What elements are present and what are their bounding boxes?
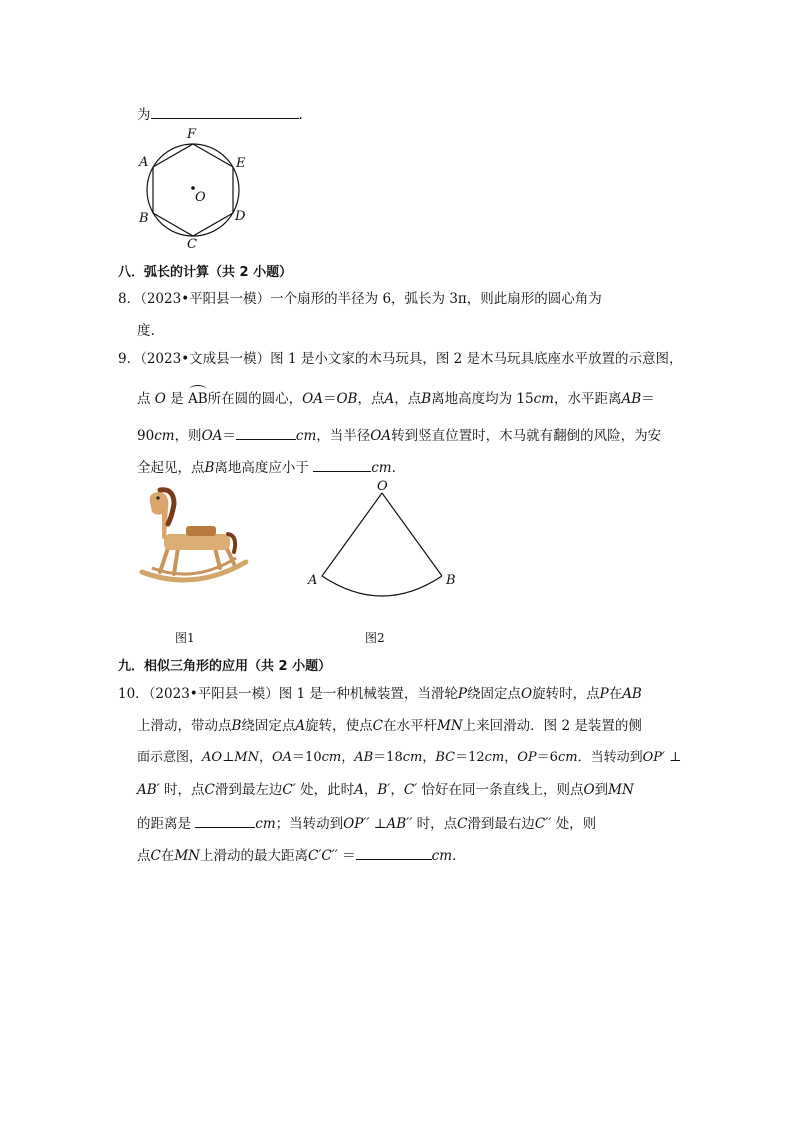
label-F: F	[187, 127, 197, 142]
label-C: C	[187, 237, 197, 250]
q9-line2: 点 O 是 AB所在圆的圆心，OA＝OB，点A，点B离地高度均为 15cm，水平距离AB＝	[137, 391, 655, 407]
figure1-caption: 图1	[175, 631, 195, 645]
radius-OA	[322, 493, 382, 576]
label-E: E	[236, 156, 246, 171]
radius-OB	[382, 493, 442, 576]
section-heading-9: 九．相似三角形的应用（共 2 小题）	[118, 659, 332, 674]
label-B: B	[139, 211, 149, 226]
q7-tail-line: 为 .	[137, 104, 303, 124]
hexagon-circle-figure	[135, 126, 255, 250]
rocking-horse-image	[138, 486, 250, 590]
hexagon-shape	[153, 144, 233, 236]
q10-line4: AB′ 时，点C滑到最左边C′ 处，此时A，B′，C′ 恰好在同一条直线上，则点O到MN	[137, 782, 634, 798]
label-A: A	[139, 155, 149, 170]
circle-shape	[147, 144, 239, 236]
q10-line3: 面示意图，AO⊥MN，OA＝10cm，AB＝18cm，BC＝12cm，OP＝6cm．当转动到OP′ ⊥	[137, 750, 682, 765]
q9-line4: 全起见，点B离地高度应小于 cm.	[137, 457, 396, 477]
answer-blank[interactable]	[151, 104, 299, 119]
q10-line2: 上滑动，带动点B绕固定点A旋转，使点C在水平杆MN上来回滑动．图 2 是装置的侧	[137, 718, 642, 734]
arc-AB: AB	[187, 391, 208, 407]
answer-blank-max-distance[interactable]	[356, 845, 432, 860]
figure2-caption: 图2	[365, 631, 385, 645]
q8-line2: 度.	[137, 323, 155, 339]
q9-line3: 90cm，则OA＝ cm，当半径OA转到竖直位置时，木马就有翻倒的风险，为安	[137, 425, 661, 445]
q8-line1: 8．（2023•平阳县一模）一个扇形的半径为 6，弧长为 3π，则此扇形的圆心角为	[118, 291, 602, 307]
label-A: A	[308, 573, 318, 588]
q9-line1: 9．（2023•文成县一模）图 1 是小文家的木马玩具，图 2 是木马玩具底座水平放置的示意图，	[118, 351, 683, 367]
arc-AB-shape	[322, 576, 442, 596]
answer-blank-height[interactable]	[313, 457, 371, 472]
label-D: D	[235, 209, 246, 224]
answer-blank-distance[interactable]	[195, 813, 255, 828]
label-O: O	[377, 479, 388, 494]
q10-line5: 的距离是 cm；当转动到OP′′ ⊥AB′′ 时，点C滑到最右边C′′ 处，则	[137, 813, 596, 833]
sector-figure	[300, 478, 470, 608]
label-O: O	[195, 190, 206, 205]
q10-line1: 10．（2023•平阳县一模）图 1 是一种机械装置，当滑轮P绕固定点O旋转时，点P在AB	[118, 686, 642, 702]
section-heading-8: 八．弧长的计算（共 2 小题）	[118, 265, 293, 280]
q10-line6: 点C在MN上滑动的最大距离C′C′′ ＝ cm.	[137, 845, 456, 865]
label-B: B	[446, 573, 456, 588]
answer-blank-OA[interactable]	[236, 425, 296, 440]
